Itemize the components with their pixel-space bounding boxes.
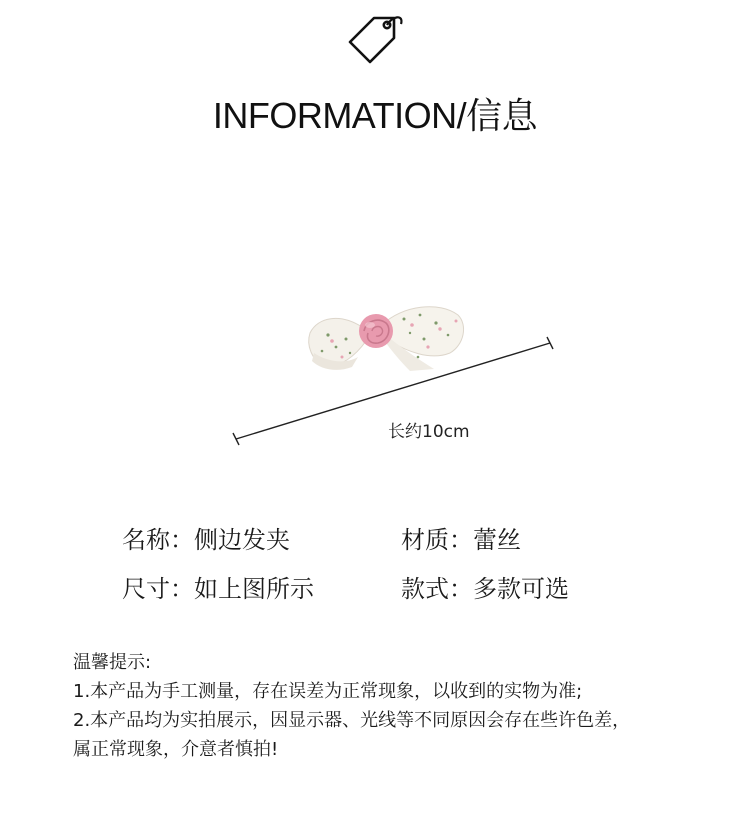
spec-name-value: 侧边发夹 [194, 526, 290, 554]
spec-style-value: 多款可选 [473, 575, 569, 603]
notes-line-3: 属正常现象，介意者慎拍! [73, 739, 279, 760]
spec-material-value: 蕾丝 [473, 526, 521, 554]
spec-style-label: 款式： [401, 575, 473, 603]
page-title: INFORMATION/信息 [212, 95, 538, 136]
notes-line-2: 2.本产品均为实拍展示，因显示器、光线等不同原因会存在些许色差， [73, 710, 631, 731]
spec-material-label: 材质： [401, 526, 473, 554]
price-tag-icon [346, 10, 408, 68]
spec-name [122, 520, 290, 555]
notes-section [73, 648, 630, 764]
spec-material [401, 520, 521, 555]
notes-line-1: 1.本产品为手工测量，存在误差为正常现象，以收到的实物为准; [73, 681, 583, 702]
spec-size-value: 如上图所示 [194, 575, 314, 603]
spec-style [401, 569, 569, 604]
spec-name-label: 名称： [122, 526, 194, 554]
spec-size-label: 尺寸： [122, 575, 194, 603]
measure-label: 长约10cm [388, 422, 470, 442]
spec-size [122, 569, 314, 604]
notes-heading: 温馨提示: [73, 652, 152, 673]
